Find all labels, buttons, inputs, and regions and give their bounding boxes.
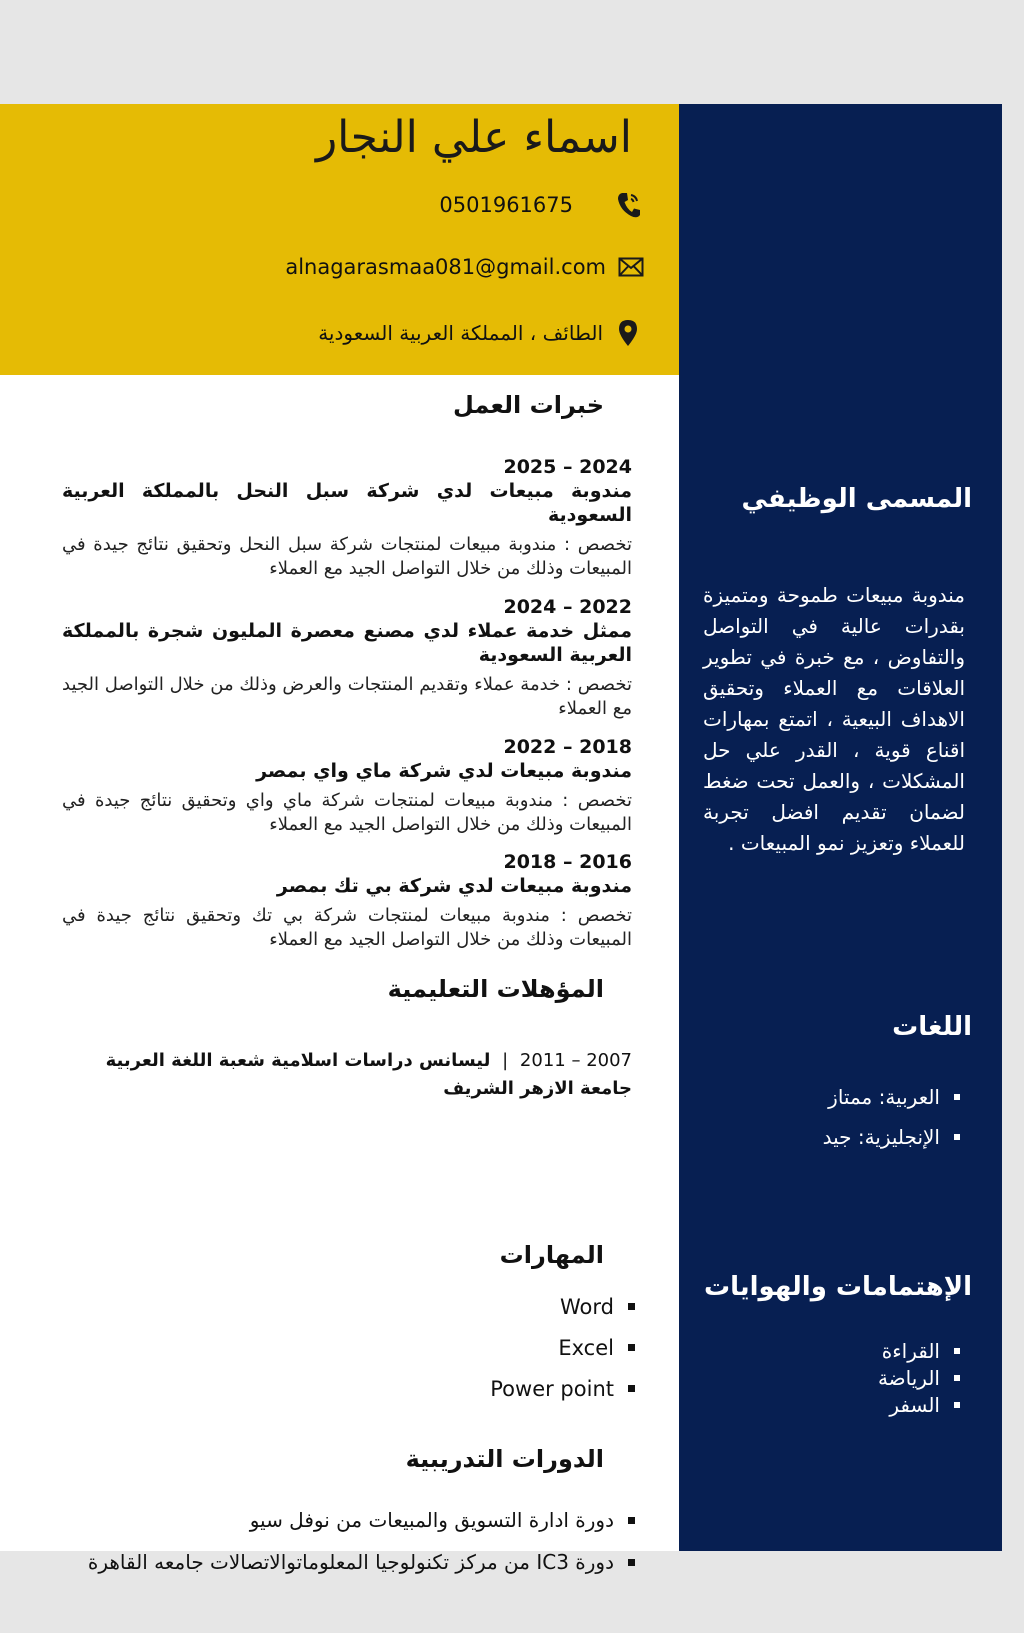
bullet-icon <box>628 1517 635 1524</box>
job-date: 2022 – 2024 <box>503 596 632 618</box>
language-item: الإنجليزية: جيد <box>823 1117 960 1157</box>
skills-list <box>490 1286 635 1409</box>
envelope-icon <box>618 252 644 282</box>
job-title: ممثل خدمة عملاء لدي مصنع معصرة المليون شجرة بالمملكة العربية السعودية <box>62 620 632 666</box>
job-entry <box>62 595 632 721</box>
education-school: جامعة الازهر الشريف <box>443 1078 632 1099</box>
bullet-icon <box>628 1303 635 1310</box>
job-date: 2016 – 2018 <box>503 851 632 873</box>
bullet-icon <box>954 1134 960 1140</box>
course-item: دورة IC3 من مركز تكنولوجيا المعلوماتوالاتصالات جامعه القاهرة <box>88 1541 635 1583</box>
phone-row <box>439 190 641 220</box>
skill-item: Excel <box>490 1327 635 1368</box>
job-date: 2018 – 2022 <box>503 736 632 758</box>
languages-heading: اللغات <box>892 1012 972 1042</box>
job-entry <box>62 850 632 952</box>
education-separator: | <box>502 1050 509 1071</box>
header-band <box>0 104 679 375</box>
education-line <box>62 1047 632 1075</box>
location-row <box>318 318 641 348</box>
education-heading: المؤهلات التعليمية <box>387 975 604 1003</box>
bullet-icon <box>628 1344 635 1351</box>
profile-summary: مندوبة مبيعات طموحة ومتميزة بقدرات عالية في التواصل والتفاوض ، مع خبرة في تطوير العلاقات مع العملاء وتحقيق الاهداف البيعية ، اتمتع بمهارات اقناع قوية ، القدر علي حل المشكلات ، والعمل تحت ضغط لضمان تقديم افضل تجربة للعملاء وتعزيز نمو المبيعات . <box>703 583 965 855</box>
languages-list <box>823 1077 960 1157</box>
language-item: العربية: ممتاز <box>823 1077 960 1117</box>
courses-list <box>88 1499 635 1583</box>
job-description: تخصص : مندوبة مبيعات لمنتجات شركة سبل النحل وتحقيق نتائج جيدة في المبيعات وذلك من خلال التواصل الجيد مع العملاء <box>62 534 632 579</box>
job-description: تخصص : مندوبة مبيعات لمنتجات شركة ماي واي وتحقيق نتائج جيدة في المبيعات وذلك من خلال التواصل الجيد مع العملاء <box>62 790 632 835</box>
job-entry <box>62 735 632 837</box>
job-title: مندوبة مبيعات لدي شركة سبل النحل بالمملكة العربية السعودية <box>62 480 632 526</box>
skill-item: Word <box>490 1286 635 1327</box>
bullet-icon <box>628 1385 635 1392</box>
job-entry <box>62 455 632 581</box>
skills-heading: المهارات <box>499 1241 604 1269</box>
hobbies-list <box>878 1337 960 1418</box>
phone-number[interactable]: 0501961675 <box>439 193 573 217</box>
job-title-heading: المسمى الوظيفي <box>741 484 972 514</box>
bullet-icon <box>954 1348 960 1354</box>
hobby-item: السفر <box>878 1391 960 1418</box>
hobbies-heading: الإهتمامات والهوايات <box>703 1272 972 1302</box>
sidebar <box>679 104 1002 1551</box>
job-title: مندوبة مبيعات لدي شركة ماي واي بمصر <box>256 760 632 782</box>
bullet-icon <box>954 1402 960 1408</box>
hobby-item: الرياضة <box>878 1364 960 1391</box>
candidate-name: اسماء علي النجار <box>315 112 632 163</box>
main-column <box>0 375 679 1574</box>
skill-item: Power point <box>490 1368 635 1409</box>
education-degree: ليسانس دراسات اسلامية شعبة اللغة العربية <box>105 1050 491 1071</box>
courses-heading: الدورات التدريبية <box>405 1445 604 1473</box>
job-date: 2024 – 2025 <box>503 456 632 478</box>
hobby-item: القراءة <box>878 1337 960 1364</box>
experience-heading: خبرات العمل <box>452 391 604 419</box>
cv-page <box>0 104 1002 1574</box>
email-row <box>285 252 644 282</box>
course-item: دورة ادارة التسويق والمبيعات من نوفل سيو <box>88 1499 635 1541</box>
education-entry <box>62 1047 632 1103</box>
education-years: 2007 – 2011 <box>519 1050 632 1071</box>
email-address[interactable]: alnagarasmaa081@gmail.com <box>285 255 606 279</box>
bullet-icon <box>954 1375 960 1381</box>
phone-icon <box>615 190 641 220</box>
job-description: تخصص : خدمة عملاء وتقديم المنتجات والعرض وذلك من خلال التواصل الجيد مع العملاء <box>62 674 632 719</box>
bullet-icon <box>954 1094 960 1100</box>
location-text: الطائف ، المملكة العربية السعودية <box>318 321 603 345</box>
bullet-icon <box>628 1559 635 1566</box>
location-pin-icon <box>615 318 641 348</box>
job-title: مندوبة مبيعات لدي شركة بي تك بمصر <box>276 875 632 897</box>
job-description: تخصص : مندوبة مبيعات لمنتجات شركة بي تك وتحقيق نتائج جيدة في المبيعات وذلك من خلال التواصل الجيد مع العملاء <box>62 905 632 950</box>
